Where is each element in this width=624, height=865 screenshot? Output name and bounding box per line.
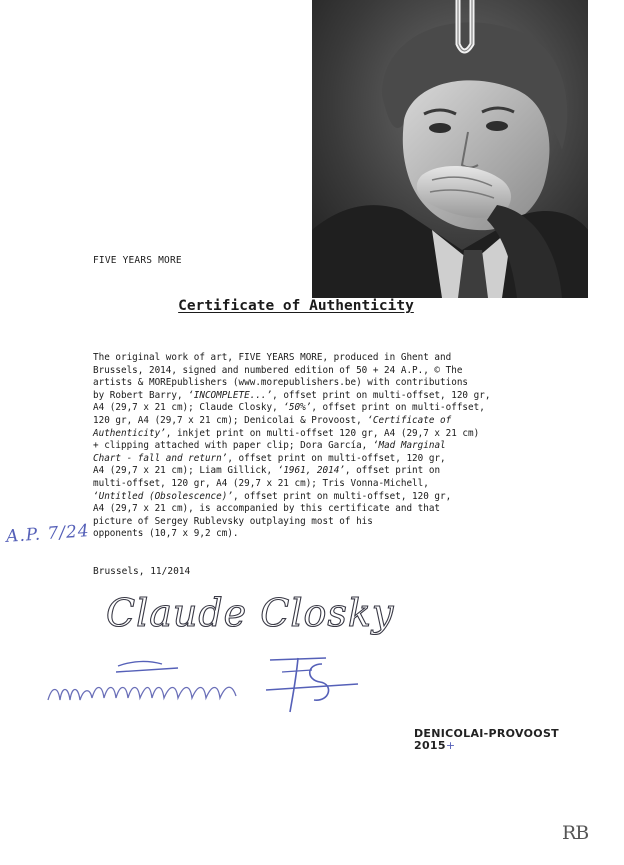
stamp-mark: + [445,739,456,752]
body-line [93,503,563,516]
signature-monogram [310,664,329,700]
body-line [93,377,563,390]
header-title: FIVE YEARS MORE [93,255,182,266]
body-text-segment: A4 (29,7 x 21 cm), is accompanied by this certificate and that [93,503,441,515]
body-text-segment: A4 (29,7 x 21 cm); Liam Gillick, [93,465,278,477]
body-line [93,365,563,378]
body-line [93,428,563,441]
body-line [93,528,563,541]
work-title: ‘Mad Marginal [372,440,446,452]
body-line [93,390,563,403]
signature-wavy [48,687,236,700]
body-text-segment: The original work of art, FIVE YEARS MORE, produced in Ghent and [93,352,452,363]
work-title: ‘Untitled (Obsolescence)’ [93,490,233,502]
certificate-heading [0,298,624,314]
body-text-segment: multi-offset, 120 gr, A4 (29,7 x 21 cm); Tris Vonna-Michell, [93,477,429,489]
body-line [93,453,563,466]
signature-scribble [116,668,178,672]
work-title: ‘50%’ [283,402,312,414]
studio-stamp [414,728,559,752]
body-line [93,465,563,478]
studio-stamp-year-row [414,740,559,752]
studio-stamp-name: DENICOLAI-PROVOOST [414,727,559,740]
work-title: Authenticity’ [93,427,166,439]
body-line [93,516,563,529]
body-text-segment: opponents (10,7 x 9,2 cm). [93,528,239,540]
body-text-segment: A4 (29,7 x 21 cm); Claude Closky, [93,402,284,414]
body-text-segment: , offset print on multi-offset, 120 gr, [232,490,452,502]
certificate-body [93,352,563,541]
body-text-segment: , offset print on multi-offset, 120 gr, [272,389,491,401]
edition-number-handwritten: A.P. 7/24 [5,521,91,547]
certificate-heading-text: Certificate of Authenticity [178,298,414,314]
place-and-date: Brussels, 11/2014 [93,566,191,577]
body-line [93,415,563,428]
signature-scribble [118,661,162,666]
portrait-photo [312,0,588,298]
signature-monogram [266,684,358,690]
handwritten-initials: RB [562,822,589,844]
signature-monogram [290,658,298,712]
signature-claude-closky: Claude Closky [106,591,395,635]
body-text-segment: , offset print on multi-offset, [311,402,485,414]
body-line [93,402,563,415]
body-text-segment: Brussels, 2014, signed and numbered edition of 50 + 24 A.P., © The [93,364,463,376]
work-title: ‘Certificate of [367,414,452,426]
body-line [93,440,563,453]
studio-stamp-year: 2015 [414,739,446,752]
body-text-segment: by Robert Barry, [93,389,189,401]
body-text-segment: , inkjet print on multi-offset 120 gr, A4 (29,7 x 21 cm) [165,427,480,439]
body-text-segment: , offset print on [344,465,441,477]
work-title: ‘1961, 2014’ [277,465,345,477]
body-text-segment: picture of Sergey Rublevsky outplaying most of his [93,515,373,527]
body-text-segment: artists & MOREpublishers (www.morepublishers.be) with contributions [93,377,469,389]
body-line [93,491,563,504]
body-line [93,478,563,491]
work-title: ‘INCOMPLETE...’ [188,389,273,401]
portrait-photo-drawing [312,0,588,298]
body-line [93,352,563,365]
body-text-segment: + clipping attached with paper clip; Dora García, [93,440,373,452]
body-text-segment: 120 gr, A4 (29,7 x 21 cm); Denicolai & Provoost, [93,414,368,426]
work-title: Chart - fall and return’ [93,452,228,464]
body-text-segment: , offset print on multi-offset, 120 gr, [227,452,446,464]
